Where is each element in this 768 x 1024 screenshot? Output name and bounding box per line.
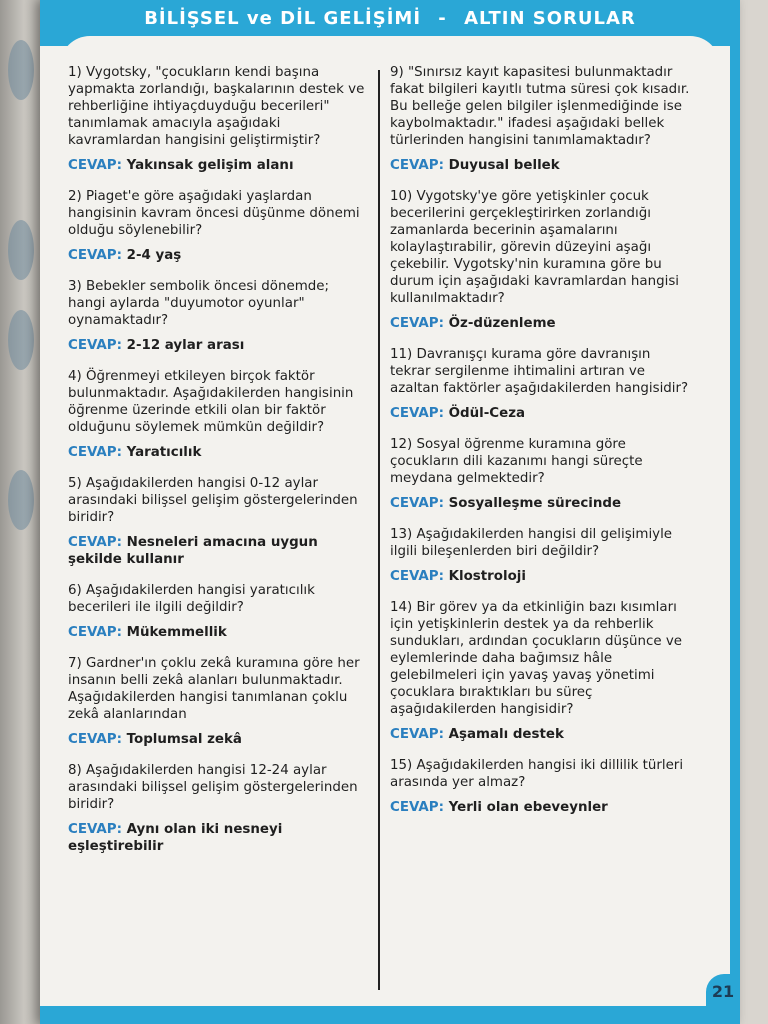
answer-text <box>68 731 368 748</box>
right-column <box>390 64 690 830</box>
answer-value: Mükemmellik <box>126 625 227 640</box>
answer-value: Yaratıcılık <box>126 445 202 460</box>
answer-value: Aşamalı destek <box>448 727 564 742</box>
answer-value: Sosyalleşme sürecinde <box>448 496 622 511</box>
answer-label: CEVAP: <box>68 625 122 640</box>
question-text: 14) Bir görev ya da etkinliğin bazı kısımları için yetişkinlerin destek ya da rehberlik sundukları, ardından çocukların düşünce ve eylemlerinde daha bağımsız hâle gelebilmeleri için yavaş yavaş yönetimi çocuklara bıraktıkları bu süreç aşağıdakilerden hangisidir? <box>390 600 682 717</box>
answer-label: CEVAP: <box>68 732 122 747</box>
question-item <box>390 436 690 512</box>
question-text: 12) Sosyal öğrenme kuramına göre çocukların dili kazanımı hangi süreçte meydana gelmektedir? <box>390 437 643 486</box>
answer-label: CEVAP: <box>68 445 122 460</box>
question-text: 13) Aşağıdakilerden hangisi dil gelişimiyle ilgili bileşenlerden biri değildir? <box>390 527 673 559</box>
question-item <box>68 368 368 461</box>
answer-label: CEVAP: <box>390 316 444 331</box>
answer-text <box>390 568 690 585</box>
answer-text <box>68 444 368 461</box>
answer-text <box>68 624 368 641</box>
question-text: 1) Vygotsky, "çocukların kendi başına yapmakta zorlandığı, başkalarının destek ve rehberliğine ihtiyaçduyduğu becerileri" tanımlamak amacıyla aşağıdaki kavramlardan hangisini geliştirmiştir? <box>68 65 365 148</box>
answer-value: Klostroloji <box>448 569 526 584</box>
answer-text <box>390 799 690 816</box>
answer-text <box>68 337 368 354</box>
question-text: 11) Davranışçı kurama göre davranışın tekrar sergilenme ihtimalini artıran ve azaltan faktörler aşağıdakilerden hangisidir? <box>390 347 689 396</box>
question-item <box>390 64 690 174</box>
bottom-accent-bar <box>40 1006 740 1024</box>
spine-decoration <box>8 470 34 530</box>
question-text: 15) Aşağıdakilerden hangisi iki dillilik türleri arasında yer almaz? <box>390 758 684 790</box>
question-text: 7) Gardner'ın çoklu zekâ kuramına göre her insanın belli zekâ alanları bulunmaktadır. Aşağıdakilerden hangisi tanımlanan çoklu zekâ alanlarından <box>68 656 360 722</box>
answer-value: Aynı olan iki nesneyi eşleştirebilir <box>68 822 283 854</box>
side-accent-bar <box>730 40 740 980</box>
answer-text <box>68 534 368 568</box>
answer-text <box>68 821 368 855</box>
answer-value: Toplumsal zekâ <box>126 732 242 747</box>
answer-value: Öz-düzenleme <box>448 316 556 331</box>
answer-text <box>390 405 690 422</box>
answer-text <box>390 315 690 332</box>
question-item <box>68 475 368 568</box>
book-spine-edge <box>0 0 40 1024</box>
question-item <box>68 278 368 354</box>
answer-text <box>68 157 368 174</box>
answer-text <box>390 495 690 512</box>
question-text: 3) Bebekler sembolik öncesi dönemde; hangi aylarda "duyumotor oyunlar" oynamaktadır? <box>68 279 329 328</box>
answer-label: CEVAP: <box>390 496 444 511</box>
answer-value: Yakınsak gelişim alanı <box>126 158 294 173</box>
answer-label: CEVAP: <box>390 569 444 584</box>
question-text: 5) Aşağıdakilerden hangisi 0-12 aylar arasındaki bilişsel gelişim göstergelerinden biridir? <box>68 476 358 525</box>
answer-value: 2-12 aylar arası <box>126 338 245 353</box>
answer-value: 2-4 yaş <box>126 248 182 263</box>
spine-decoration <box>8 220 34 280</box>
answer-value: Duyusal bellek <box>448 158 560 173</box>
answer-text <box>68 247 368 264</box>
left-column <box>68 64 368 869</box>
answer-label: CEVAP: <box>68 248 122 263</box>
question-item <box>68 582 368 641</box>
answer-label: CEVAP: <box>68 535 122 550</box>
question-item <box>68 64 368 174</box>
question-item <box>390 757 690 816</box>
answer-label: CEVAP: <box>390 727 444 742</box>
answer-text <box>390 157 690 174</box>
question-item <box>390 599 690 743</box>
answer-label: CEVAP: <box>390 158 444 173</box>
question-text: 9) "Sınırsız kayıt kapasitesi bulunmaktadır fakat bilgileri kayıtlı tutma süresi çok kısadır. Bu belleğe gelen bilgiler işlenmediğinde ise kaybolmaktadır." ifadesi aşağıdaki bellek türlerinden hangisini tanımlamaktadır? <box>390 65 690 148</box>
answer-label: CEVAP: <box>68 338 122 353</box>
question-item <box>390 346 690 422</box>
question-item <box>390 188 690 332</box>
answer-value: Nesneleri amacına uygun şekilde kullanır <box>68 535 318 567</box>
page-number: 21 <box>706 974 740 1008</box>
answer-value: Ödül-Ceza <box>448 406 526 421</box>
question-item <box>390 526 690 585</box>
spine-decoration <box>8 40 34 100</box>
header-title-left: BİLİŞSEL ve DİL GELİŞİMİ <box>144 8 422 29</box>
answer-label: CEVAP: <box>68 822 122 837</box>
header-separator: - <box>438 8 447 29</box>
question-item <box>68 188 368 264</box>
question-text: 10) Vygotsky'ye göre yetişkinler çocuk becerilerini gerçekleştirirken zorlandığı zamanlarda becerinin aşamalarını kolaylaştırabilir, görevin düzeyini aşağı çekebilir. Vygotsky'nin kuramına göre bu durum için aşağıdaki kavramlardan hangisi kullanılmaktadır? <box>390 189 680 306</box>
answer-label: CEVAP: <box>68 158 122 173</box>
question-text: 4) Öğrenmeyi etkileyen birçok faktör bulunmaktadır. Aşağıdakilerden hangisinin öğrenme üzerinde etkili olan bir faktör olduğunu söylemek mümkün değildir? <box>68 369 354 435</box>
answer-value: Yerli olan ebeveynler <box>448 800 608 815</box>
question-text: 2) Piaget'e göre aşağıdaki yaşlardan hangisinin kavram öncesi düşünme dönemi olduğu söylenebilir? <box>68 189 360 238</box>
question-text: 6) Aşağıdakilerden hangisi yaratıcılık becerileri ile ilgili değildir? <box>68 583 315 615</box>
answer-text <box>390 726 690 743</box>
header-title-right: ALTIN SORULAR <box>464 8 636 29</box>
spine-decoration <box>8 310 34 370</box>
question-item <box>68 655 368 748</box>
page-title <box>40 8 740 29</box>
question-text: 8) Aşağıdakilerden hangisi 12-24 aylar arasındaki bilişsel gelişim göstergelerinden biridir? <box>68 763 358 812</box>
question-item <box>68 762 368 855</box>
answer-label: CEVAP: <box>390 406 444 421</box>
column-divider <box>378 70 380 990</box>
book-page <box>40 0 740 1024</box>
answer-label: CEVAP: <box>390 800 444 815</box>
